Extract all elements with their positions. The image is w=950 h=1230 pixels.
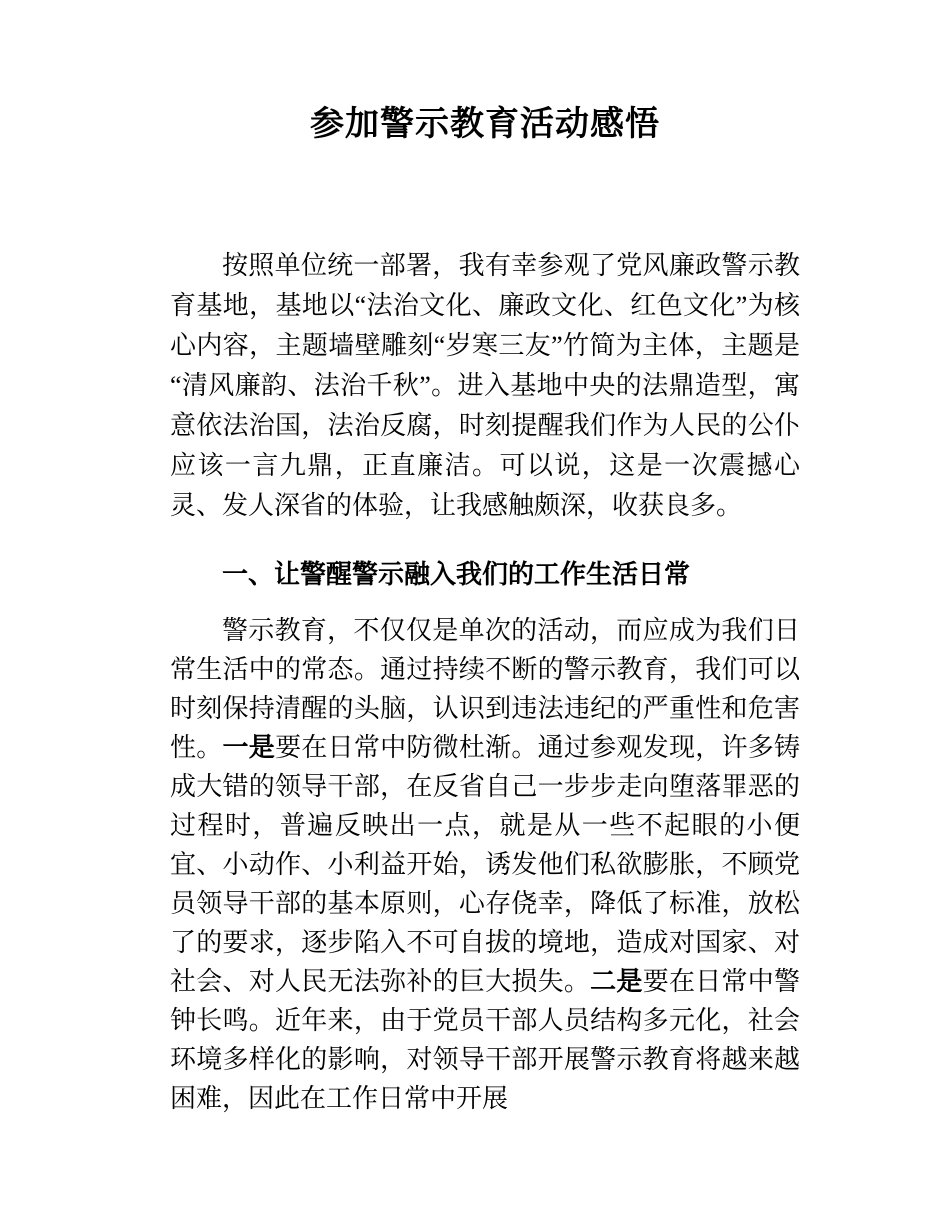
- text-run: 要在日常中警钟长鸣。近年来，由于党员干部人员结构多元化，社会环境多样化的影响，对领导干部开展警示教育将越来越困难，因此在工作日常中开展: [170, 967, 800, 1113]
- section-heading-1: 一、让警醒警示融入我们的工作生活日常: [222, 559, 691, 589]
- text-run: 警示教育，不仅仅是单次的活动，而应成为我们日常生活中的常态。通过持续不断的警示教育，我们可以时刻保持清醒的头脑，认识到违法违纪的严重性和危害性。: [170, 616, 800, 762]
- text-run: 要在日常中防微杜渐。通过参观发现，许多铸成大错的领导干部，在反省自己一步步走向堕落罪恶的过程时，普遍反映出一点，就是从一些不起眼的小便宜、小动作、小利益开始，诱发他们私欲膨胀，不顾党员领导干部的基本原则，心存侥幸，降低了标准，放松了的要求，逐步陷入不可自拔的境地，造成对国家、对社会、对人民无法弥补的巨大损失。: [170, 733, 800, 996]
- document-title: 参加警示教育活动感悟: [310, 106, 660, 143]
- paragraph-section1: [170, 611, 800, 1118]
- text-run-emphasis-ershi: 二是: [590, 967, 643, 996]
- document-body: [170, 0, 800, 1118]
- paragraph-intro: 按照单位统一部署，我有幸参观了党风廉政警示教育基地，基地以“法治文化、廉政文化、红色文化”为核心内容，主题墙壁雕刻“岁寒三友”竹简为主体，主题是“清风廉韵、法治千秋”。进入基地中央的法鼎造型，寓意依法治国，法治反腐，时刻提醒我们作为人民的公仆应该一言九鼎，正直廉洁。可以说，这是一次震撼心灵、发人深省的体验，让我感触颇深，收获良多。: [170, 251, 800, 520]
- text-run-emphasis-yishi: 一是: [222, 733, 276, 762]
